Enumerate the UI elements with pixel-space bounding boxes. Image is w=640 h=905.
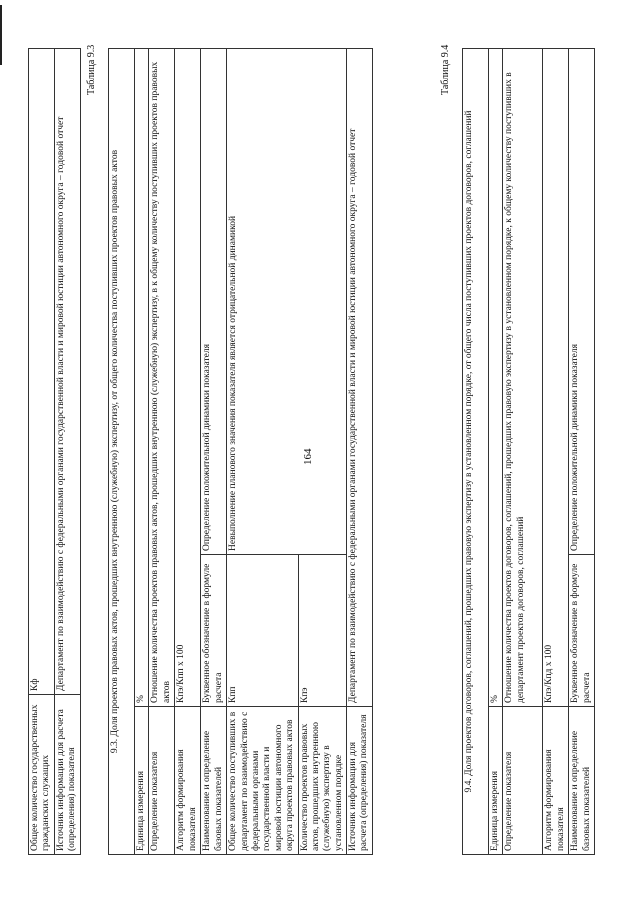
table-cell: Общее количество поступивших в департамент по взаимодействию с федеральными органами государственной власти и мировой юстиции автономного округа проектов правовых актов [227, 707, 298, 855]
table-cell: Буквенное обозначение в формуле расчета [569, 555, 595, 707]
table-cell: Количество проектов правовых актов, прошедших внутреннюю (служебную) экспертизу в установленном порядке [298, 707, 347, 855]
table-row [489, 49, 503, 855]
table-cell: Общее количество государственных гражданских служащих [29, 695, 55, 855]
top-rule [0, 5, 2, 65]
table-row [29, 49, 55, 855]
table-row [175, 49, 201, 855]
table-cell: Департамент по взаимодействию с федеральными органами государственной власти и мировой юстиции автономного округа – годовой отчет [54, 49, 80, 695]
table-row [347, 49, 373, 855]
table-cell: Алгоритм формирования показателя [543, 707, 569, 855]
table-row [109, 49, 135, 855]
table-cell: Определение показателя [503, 707, 543, 855]
table-cell: Источник информации для расчета (определения) показателя [54, 695, 80, 855]
table-cell: % [135, 49, 149, 707]
table-row [503, 49, 543, 855]
table-cell: Единица измерения [135, 707, 149, 855]
table-cell: Отношение количества проектов правовых актов, прошедших внутреннюю (служебную) экспертизу, в к общему количеству поступивших проектов правовых актов [149, 49, 175, 707]
table-9-3 [108, 48, 373, 855]
table-title: 9.4. Доля проектов договоров, соглашений, прошедших правовую экспертизу в установленном порядке, от общего числа поступивших проектов договоров, соглашений [463, 49, 489, 855]
table-cell: Определение положительной динамики показателя [201, 49, 227, 555]
table-cell: Определение показателя [149, 707, 175, 855]
table-row [149, 49, 175, 855]
table-9-3-label: Таблица 9.3 [86, 44, 97, 95]
table-cell: Источник информации для расчета (определения) показателя [347, 707, 373, 855]
table-row [201, 49, 227, 855]
table-cell: Кпэ/Кпп х 100 [175, 49, 201, 707]
continuation-table [28, 48, 81, 855]
table-cell: Кпэ [298, 555, 347, 707]
table-cell: Буквенное обозначение в формуле расчета [201, 555, 227, 707]
table-cell: % [489, 49, 503, 707]
table-row [227, 49, 298, 855]
table-cell: Кпэ/Кпд х 100 [543, 49, 569, 707]
table-row [543, 49, 569, 855]
table-row [135, 49, 149, 855]
table-cell: Единица измерения [489, 707, 503, 855]
table-cell: Кф [29, 49, 55, 695]
table-cell: Алгоритм формирования показателя [175, 707, 201, 855]
table-row [569, 49, 595, 855]
table-cell: Департамент по взаимодействию с федеральными органами государственной власти и мировой юстиции автономного округа – годовой отчет [347, 49, 373, 707]
table-row [54, 49, 80, 855]
table-cell: Отношение количества проектов договоров, соглашений, прошедших правовую экспертизу в установленном порядке, к общему количеству поступивших в департамент проектов договоров, соглашений [503, 49, 543, 707]
page-number: 164 [302, 448, 314, 465]
table-9-4-label: Таблица 9.4 [440, 44, 451, 95]
table-9-4 [462, 48, 595, 855]
table-cell: Наименование и определение базовых показателей [569, 707, 595, 855]
table-cell: Определение положительной динамики показателя [569, 49, 595, 555]
table-cell: Наименование и определение базовых показателей [201, 707, 227, 855]
table-title: 9.3. Доля проектов правовых актов, прошедших внутреннюю (служебную) экспертизу, от общего количества поступивших проектов правовых актов [109, 49, 135, 855]
table-row [463, 49, 489, 855]
table-cell: Невыполнение планового значения показателя является отрицательной динамикой [227, 49, 347, 555]
table-cell: Кпп [227, 555, 298, 707]
